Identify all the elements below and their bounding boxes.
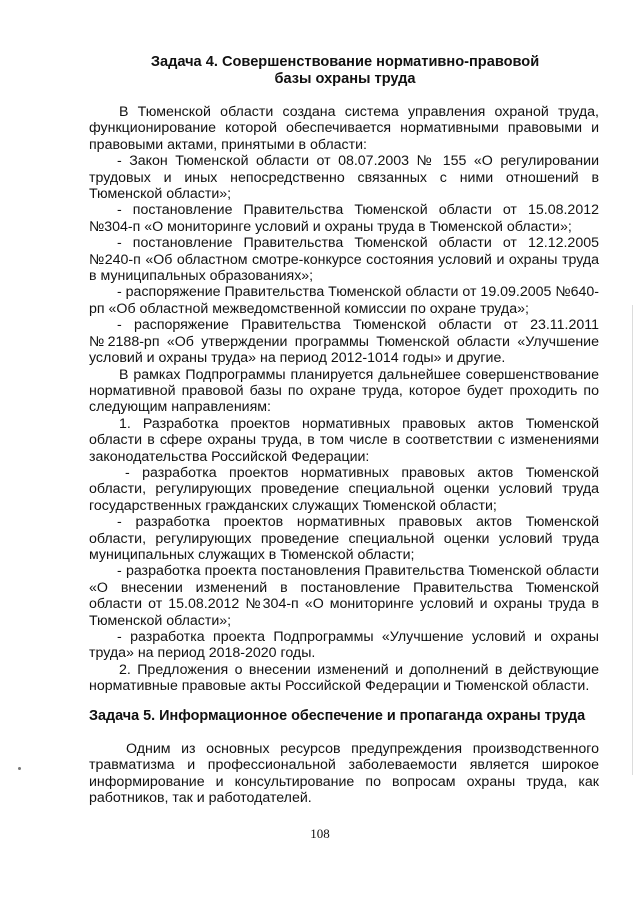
- task4-heading-line1: Задача 4. Совершенствование нормативно-правовой: [150, 54, 540, 70]
- paragraph: В Тюменской области создана система управления охраной труда, функционирование которой обеспечивается нормативными правовыми и правовыми актами, принятыми в области:: [89, 104, 599, 153]
- scan-edge-line: [632, 305, 633, 775]
- list-item: - распоряжение Правительства Тюменской области от 23.11.2011 №2188-рп «Об утверждении программы Тюменской области «Улучшение условий и охраны труда» на период 2012-1014 годы» и другие.: [89, 317, 599, 367]
- list-item: 2. Предложения о внесении изменений и дополнений в действующие нормативные правовые акты Российской Федерации и Тюменской области.: [89, 661, 599, 695]
- task5-body: [89, 741, 599, 807]
- paragraph: Одним из основных ресурсов предупреждения производственного травматизма и профессиональной заболеваемости является широкое информирование и консультирование по вопросам охраны труда, как работников, так и работодателей.: [89, 741, 599, 807]
- list-item: - разработка проекта Подпрограммы «Улучшение условий и охраны труда» на период 2018-2020 годы.: [89, 629, 599, 662]
- task4-body: [89, 104, 599, 695]
- paragraph: В рамках Подпрограммы планируется дальнейшее совершенствование нормативной правовой базы по охране труда, которое будет проходить по следующим направлениям:: [89, 366, 599, 416]
- scan-speck: [18, 767, 21, 770]
- page-number: 108: [310, 826, 330, 841]
- list-item: - разработка проектов нормативных правовых актов Тюменской области, регулирующих проведение специальной оценки условий труда муниципальных служащих в Тюменской области;: [89, 514, 599, 563]
- task4-heading-line2: базы охраны труда: [274, 71, 416, 87]
- list-item: - Закон Тюменской области от 08.07.2003 № 155 «О регулировании трудовых и иных непосредственно связанных с ними отношений в Тюменской области»;: [89, 153, 599, 203]
- list-item: 1. Разработка проектов нормативных правовых актов Тюменской области в сфере охраны труда, в том числе в соответствии с изменениями законодательства Российской Федерации:: [89, 415, 599, 465]
- task5-heading: Задача 5. Информационное обеспечение и пропаганда охраны труда: [89, 708, 586, 724]
- list-item: - распоряжение Правительства Тюменской области от 19.09.2005 №640-рп «Об областной межведомственной комиссии по охране труда»;: [89, 284, 599, 317]
- task4-heading: [90, 54, 600, 88]
- list-item: - разработка проектов нормативных правовых актов Тюменской области, регулирующих проведение специальной оценки условий труда государственных гражданских служащих Тюменской области;: [89, 464, 599, 514]
- list-item: - постановление Правительства Тюменской области от 12.12.2005 №240-п «Об областном смотре-конкурсе состояния условий и охраны труда в муниципальных образованиях»;: [89, 235, 599, 285]
- list-item: - постановление Правительства Тюменской области от 15.08.2012 №304-п «О мониторинге условий и охраны труда в Тюменской области»;: [89, 202, 599, 235]
- list-item: - разработка проекта постановления Правительства Тюменской области «О внесении изменений в постановление Правительства Тюменской области от 15.08.2012 №304-п «О мониторинге условий и охраны труда в Тюменской области»;: [89, 563, 599, 629]
